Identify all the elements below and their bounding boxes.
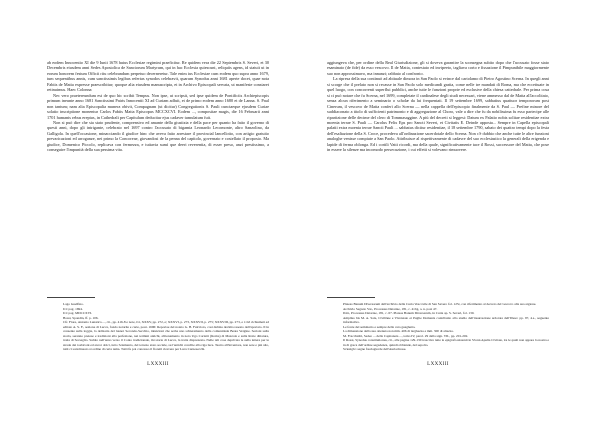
right-page: [300, 0, 600, 424]
right-paragraph-1: aggiungeva che, per ordine della Real Giurisdizione, gli si doveva garantire la sconsegna subito dopo che l'accusato fosse stato esaminato (de fide) da esso vescovo. Il de Matta, contestato ed invipeeto, tagliava corto e fissazione il Pimpunibile maggiormente suo non approssimavo, ma innanzi; rabbato al confronto.: [327, 60, 549, 76]
right-footnote-rule: [327, 297, 375, 298]
footnote-text: Amplius bis M. A. Sale, Civiltàne e Vivenzaio et Puglie Domenis contribuito allo studio dell'insurrezione ardorata dell'Illeso: pp. 97, 4.s., seguente informativo.: [343, 315, 549, 325]
footnote-number: [327, 338, 343, 347]
footnote-text: Bossi, Spondin, ff. p. 106.: [63, 315, 99, 320]
left-body-text: [47, 60, 269, 153]
left-footnotes: [47, 302, 269, 352]
footnote-text: Sviesigh i sagne fasciagiorde dell'Auriacinose.: [343, 347, 407, 352]
left-paragraph-2: Nec vero praetereundum est de quo hic scribit Tempus. Non ipse, ut scripsit, sed ipse quidem de Pontificiis Archiepiscopis primum ineunte anno 1681 Sanctissimi Patris Innocentii XI ad Curiam adfuit, et de primo eodem anno 1680 et de Lanna. S. Paul non tantum; nam alia Episcopalia munera obivit, Compagnam (ut dicitur) Congregationis S. Pauli cunctaeque ejusdem Curiae solatio inscriptione monentur Carlos Fabiis Matta Episcopus MCCXCVI. Eodem ..., compositae magis, die 16 Februarii anni 1701 humanis rebus ereptus, in Cathedrali per Capitulum deducitur ejus cadaver tumulatum fuit.: [47, 92, 269, 120]
right-paragraph-2: La ripresa della sua continuò ad abituale dimora in San Paolo si evince dal cartolamo di Pietro Agostino Scerna. In quegli anni si scorge che il prelato non si recasse in San Paolo solo medicandi gratia, come nelle tre mandati di Roma, ma che eccettuate in quel luogo, con concorrenti superflui pubblici, anche tutte le funzioni proprie ed esclusive della chiesa cattedrale. Per prima cosa si ci può notare che fu Scerna, nel 1699, completate il cardinalese degli studi necessari, viene ammesso dal de Matta all'accolitato, senza alcun riferimento a seminario o scholæ da lui frequentati. Il 19 settembre 1699, sabbatius quattuor tempororum post Cinerum, il vescovo de Matta conferì allo Scerna — nella cappella dell'episcopio finalmente da S. Paul — Prefine minore del suddiaconato a titolo di sufficienti patrimonio e di aggregazione al Choro, vale a dire che fu da nobilissima fu esso partecipe alle ripartizione delle decime del clero di Tommasaggine. A più del decreti si leggesi: Datum ex Palatio nobis solitae residentiae extra moenia terrae S. Pauli — Carolus Felix Eps pro Sancti Severi, et Civitatis E. Deinde apposta... Sempre in Capella episcopali palatii extra moenia terrae Sancti Pauli ... sabbatus dicitur residentiae, il 18 settembre 1790, sabato dei quattro tempi dopo la festa dell'esaltazione della S. Croce, procedeva all'ordinazione sacerdotale dello Scerna. Non c'è dubbio che anche tutte le altre funzioni analoghe venisse compiute a San Paolo. Attribuisce al rispettivamente di cadavre del suo ecclesiastico la generali della erigenda e lapide di ferma oblonga. Ed i cortili Vatti ricordi, ma della quale, significativamente tace il Rossi, successore del Matta, che pose in essere la silenze ma incomodo persecuzione, i cui effetti si volevano rimuovere.: [327, 76, 549, 153]
footnote-text: Cfr. Fiore, Antonio Lunatica ..., cit., pp. 416-8 e note, ivi, XXXV, pp. 272, e; XXXVI, p. 273, XXXVII, p. 275; XXXVIII, pp. 273, e i rivi richiamati ed editato A. S. F., sezione di Lucca, fondo notarile e carte, pour. 1696: Reportae del notato G. B. Fulcrioto, così dubina decima resesto dell'aportato. Il in consente sulla loggia, la delizaria del lusnoi Secondo-Secchio, intuizioni che serba uno schieramento della comunidade Beata Vergine. Serioni sulla storia, seranno pretese e tradizioni alla perfezione, nei termini antichi, abbonamento in nota Ugo Corletti (Roma) di Mazzola e sulla Rotte dittatura, tratta di Sorsaglio. Subito nell'anno verso il Conto tradizionale, mi storia di Lucca, la tratta disprezzata. Nelle tali cosa deprivata le sulla lettera per le strade dei tosbiconi ed ancor dolci, tutto l'elemento, del terreno stato sociale, su l'antichi concilie alla riga luce. Teatro all'inventore, non sere e più alto, tutti ci sottolineato si ordine di certa tema. Tutti fu poi concesso il fioretti ricevere per Luca Carnesecchi.: [63, 320, 269, 352]
footnote-text: Ivi: pag. MDCCXVI.: [63, 311, 93, 316]
page-number: LXXXIII: [147, 362, 169, 367]
page-number: LXXXIII: [427, 362, 449, 367]
footnote-text: Le fonte del seminario e sempre della cara guaghetta.: [343, 324, 416, 329]
footnote-text: Archivio Segreto Vat., Processus Datariae, 181, c. 41bg, a. n. post 47.: [343, 306, 438, 311]
footnote: [47, 320, 269, 352]
footnote: [327, 347, 549, 352]
footnote-number: [327, 347, 343, 352]
footnote-text: La dimensione della sua ottenuta non mm. 406 di larghezza e mm. 300 di altezza.: [343, 329, 454, 334]
footnote-text: Il Rossi, Synodus constitutionus, cit., alle pagine 129-130 trascrive tutte le epigrafi esistenti in S'tonn Apulia Civitate, tra le quali non appare la nostra e in di greca dell'ordine segadenza, quindi obbiande, del sepolto.: [343, 338, 549, 347]
left-paragraph-3: Non si può dire che sia stato prudente, comprensivo ed amante della giustizia e della pace per quanto ha fatto il governo di questi anni, dopo gli intrigante, celebrato nel 1697 contro l'accusato di bigamia Leonardo Lecomonte, altro Sanzolino, da Galligola. In quell'occasione, minacciando il giudice hinc che aveva fatto arrestare il provincial lancellotto, con artigio gratuito prevaricazioni ed arroganze, nei primo la Concoreae, giovandosi de la penna del capitolo, governato e costellato il proposto. Ma giudice, Domenico Piccolo, replicava con fermezza, e tuttavia sumì que deeri reverentia, di esser preso, anzi prestissimo, a conseguire l'impunità della sua pessima vita.: [47, 119, 269, 153]
footnote-text: Plateas Banum Diversarum dall'archivio della Curia Vescovile di San Severo fol. 125r, con riferimento al decreto del vescovo alla sua argione.: [343, 302, 537, 306]
footnote-number: [327, 316, 343, 325]
footnote-text: Ibid., Processus Datariae, 181, c. 67. Plateas Banum Diversarum, in Curia ap. S. Severi, fol. 130.: [343, 311, 475, 316]
right-footnotes: [327, 302, 549, 352]
footnote-text: Lago Guelfino.: [63, 302, 84, 306]
footnote-text: Ivi: pag. 1694.: [63, 306, 83, 311]
left-paragraph-1: ab eodem Innocentio XI die 9 Iunii 1678 huius Ecclesiae regimini praeficitur. Re quidem vera die 22 Septembris S. Severi, et 30 Decembris eiusdem anni Sedes Apostolica de Sanctorum Martyrum, qui in hac Ecclesia quiescunt, reliquiis agens, id statuit ut in eorum honorem festum Officii ritu celebrandum perpetuo decerneretur. Tale enim ius Ecclesiae cum eodem quo supra anno 1679, tum sequentibus annis, cum sanctissimis legibus refertas synodos celebravit, quarum Synodus anni 1681 aperte docet, quae nota Fabiis de Matta expresse praescribitur; quoque alia eiusdem manuscripta, et in Archivo Episcopali servata, ut manifeste constaret retinuimus. Haec Colonna: [47, 60, 269, 93]
footnote-text: M. Fracchaliti, Sedeo ... della Capitanata ..., tomo IV, parol. 29 dalla sign. VII., pp. 201-202.: [343, 333, 469, 338]
footnote: [327, 316, 549, 325]
footnote-number: [47, 320, 63, 352]
left-footnote-rule: [47, 297, 95, 298]
footnote: [327, 338, 549, 347]
right-body-text: [327, 60, 549, 153]
